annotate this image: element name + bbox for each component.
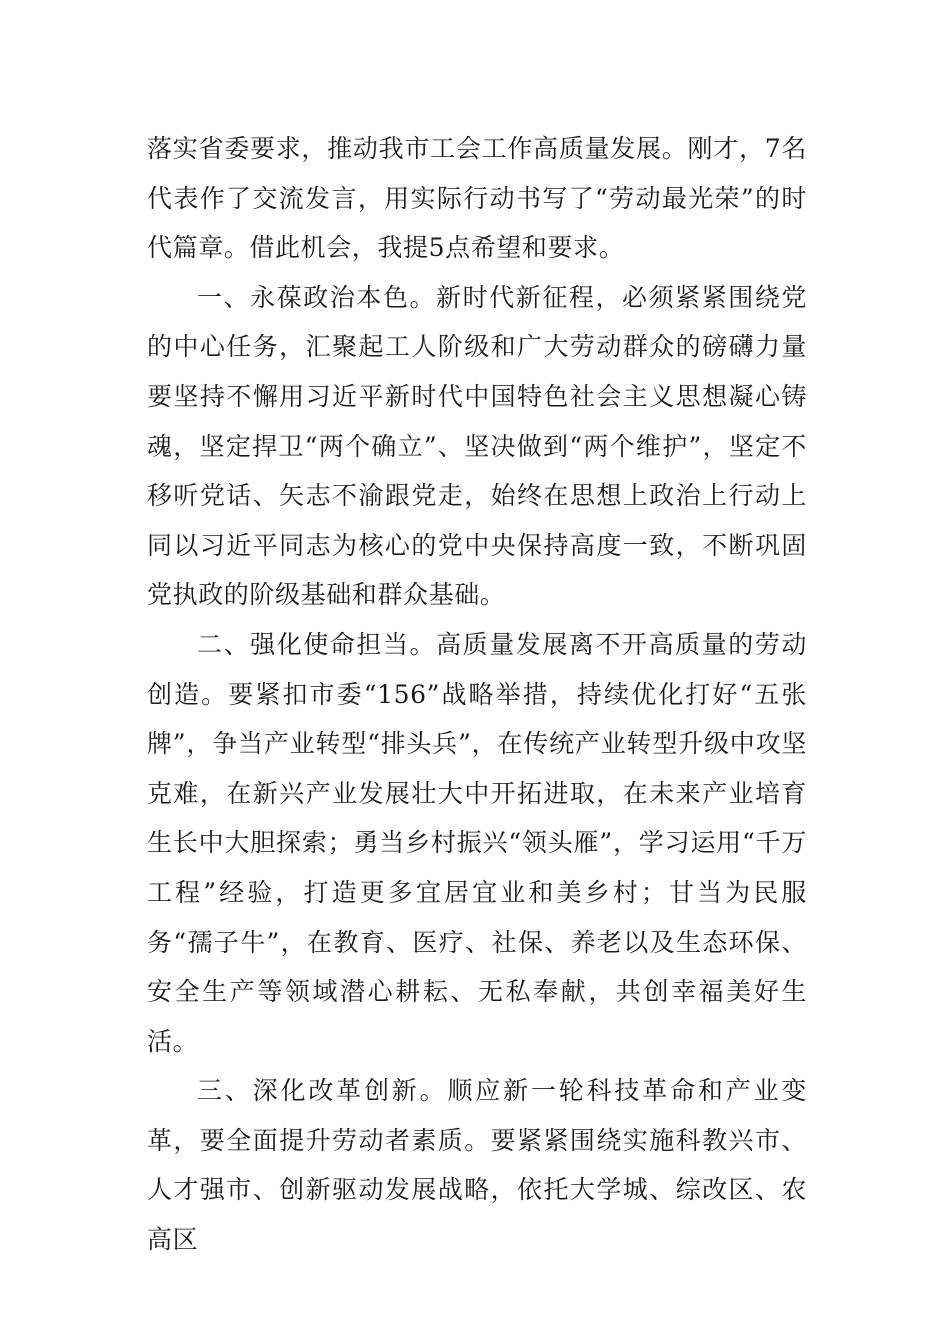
paragraph-intro: 落实省委要求，推动我市工会工作高质量发展。刚才，7名代表作了交流发言，用实际行动书写了“劳动最光荣”的时代篇章。借此机会，我提5点希望和要求。 — [147, 134, 807, 263]
paragraph-point-3: 三、深化改革创新。顺应新一轮科技革命和产业变革，要全面提升劳动者素质。要紧紧围绕实施科教兴市、人才强市、创新驱动发展战略，依托大学城、综改区、农高区 — [147, 1076, 807, 1255]
paragraph-point-2: 二、强化使命担当。高质量发展离不开高质量的劳动创造。要紧扣市委“156”战略举措，持续优化打好“五张牌”，争当产业转型“排头兵”，在传统产业转型升级中攻坚克难，在新兴产业发展壮大中开拓进取，在未来产业培育生长中大胆探索；勇当乡村振兴“领头雁”，学习运用“千万工程”经验，打造更多宜居宜业和美乡村；甘当为民服务“孺子牛”，在教育、医疗、社保、养老以及生态环保、安全生产等领域潜心耕耘、无私奉献，共创幸福美好生活。 — [147, 629, 807, 1056]
document-body — [147, 124, 807, 1265]
paragraph-point-1: 一、永葆政治本色。新时代新征程，必须紧紧围绕党的中心任务，汇聚起工人阶级和广大劳动群众的磅礴力量要坚持不懈用习近平新时代中国特色社会主义思想凝心铸魂，坚定捍卫“两个确立”、坚决做到“两个维护”，坚定不移听党话、矢志不渝跟党走，始终在思想上政治上行动上同以习近平同志为核心的党中央保持高度一致，不断巩固党执政的阶级基础和群众基础。 — [147, 282, 807, 610]
